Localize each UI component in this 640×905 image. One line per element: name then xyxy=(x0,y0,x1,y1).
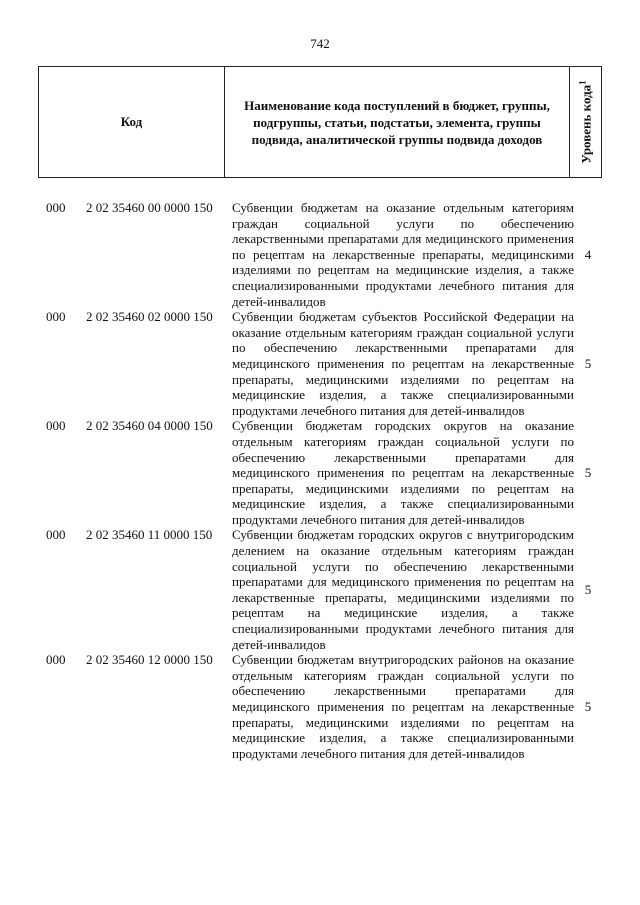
row-code: 2 02 35460 00 0000 150 xyxy=(86,200,213,215)
table-header xyxy=(38,66,602,178)
table-row xyxy=(42,309,602,418)
header-level-footnote: 1 xyxy=(576,80,587,85)
row-name: Субвенции бюджетам городских округов на оказание отдельным категориям граждан социальной услуги по обеспечению лекарственными препаратами для медицинского применения по рецептам на лекарственные препараты, медицинскими изделиями по рецептам на медицинские изделия, а также специализированными продуктами лечебного питания для детей-инвалидов xyxy=(232,418,574,527)
header-code: Код xyxy=(39,67,225,177)
header-name: Наименование кода поступлений в бюджет, группы, подгруппы, статьи, подстатьи, элемента, группы подвида, аналитической группы подвида доходов xyxy=(225,67,570,177)
row-level: 5 xyxy=(584,465,592,481)
header-level-text: Уровень кода xyxy=(578,84,594,164)
row-admin-code: 000 xyxy=(46,418,66,434)
row-code: 2 02 35460 02 0000 150 xyxy=(86,309,213,325)
page-number: 742 xyxy=(310,36,330,51)
row-code: 2 02 35460 12 0000 150 xyxy=(86,652,213,668)
header-level-label xyxy=(577,80,594,163)
row-level: 5 xyxy=(584,355,592,371)
row-admin-code: 000 xyxy=(46,200,66,215)
row-name: Субвенции бюджетам городских округов с внутригородским делением на оказание отдельным категориям граждан социальной услуги по обеспечению лекарственными препаратами для медицинского применения по рецептам на лекарственные препараты, медицинскими изделиями по рецептам на медицинские изделия, а также специализированными продуктами лечебного питания для детей-инвалидов xyxy=(232,527,574,652)
row-admin-code: 000 xyxy=(46,527,66,543)
table-body xyxy=(42,200,602,761)
table-row xyxy=(42,527,602,652)
header-level xyxy=(570,67,601,177)
row-level: 5 xyxy=(584,699,592,714)
row-level: 4 xyxy=(584,246,592,262)
row-code: 2 02 35460 11 0000 150 xyxy=(86,527,213,543)
row-name: Субвенции бюджетам на оказание отдельным категориям граждан социальной услуги по обеспечению лекарственными препаратами для медицинского применения по рецептам на лекарственные препараты, медицинскими изделиями по рецептам на медицинские изделия, а также специализированными продуктами лечебного питания для детей-инвалидов xyxy=(232,200,574,309)
row-code: 2 02 35460 04 0000 150 xyxy=(86,418,213,434)
row-name: Субвенции бюджетам субъектов Российской Федерации на оказание отдельным категориям граждан социальной услуги по обеспечению лекарственными препаратами для медицинского применения по рецептам на лекарственные препараты, медицинскими изделиями по рецептам на медицинские изделия, а также специализированными продуктами лечебного питания для детей-инвалидов xyxy=(232,309,574,418)
row-name: Субвенции бюджетам внутригородских районов на оказание отдельным категориям граждан социальной услуги по обеспечению лекарственными препаратами для медицинского применения по рецептам на лекарственные препараты, медицинскими изделиями по рецептам на медицинские изделия, а также специализированными продуктами лечебного питания для детей-инвалидов xyxy=(232,652,574,761)
row-level: 5 xyxy=(584,582,592,598)
row-admin-code: 000 xyxy=(46,652,66,668)
row-admin-code: 000 xyxy=(46,309,66,325)
table-row xyxy=(42,652,602,761)
table-row xyxy=(42,200,602,309)
table-row xyxy=(42,418,602,527)
